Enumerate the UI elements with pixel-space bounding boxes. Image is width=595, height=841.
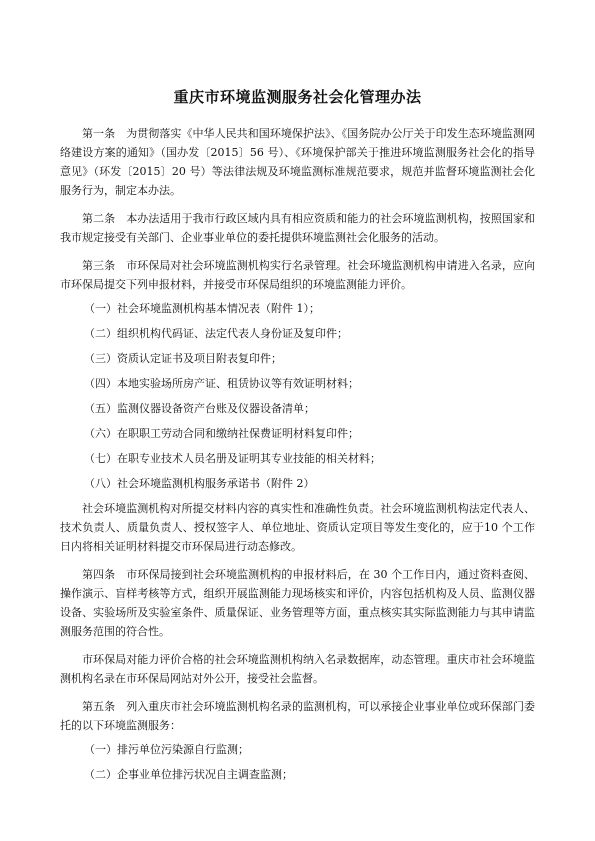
list-item: （七）在职专业技术人员名册及证明其专业技能的相关材料； (84, 452, 381, 465)
list-item: （二）企事业单位排污状况自主调查监测； (84, 768, 293, 781)
article-3: 第三条 市环保局对社会环境监测机构实行名录管理。社会环境监测机构申请进入名录，应向市环保局提交下列申报材料，并接受市环保局组织的环境监测能力评价。 (60, 259, 535, 291)
list-item: （三）资质认定证书及项目附表复印件； (84, 352, 282, 365)
list-item: （六）在职职工劳动合同和缴纳社保费证明材料复印件； (84, 427, 359, 440)
list-item: （一）社会环境监测机构基本情况表（附件 1）； (84, 302, 320, 315)
document-title: 重庆市环境监测服务社会化管理办法 (173, 88, 422, 106)
list-item: （五）监测仪器设备资产台账及仪器设备清单； (84, 402, 315, 415)
article-5: 第五条 列入重庆市社会环境监测机构名录的监测机构，可以承接企业事业单位或环保部门委托的以下环境监测服务： (60, 700, 535, 732)
list-item: （一）排污单位污染源自行监测； (84, 743, 249, 756)
article-1: 第一条 为贯彻落实《中华人民共和国环境保护法》、《国务院办公厅关于印发生态环境监测网络建设方案的通知》（国办发〔2015〕56 号）、《环境保护部关于推进环境监测服务社会化的指导意见》（环发〔2015〕20 号）等法律法规及环境监测标准规范要求，规范并监督环境监测社会化服务行为，制定本办法。 (60, 127, 535, 197)
list-item: （四）本地实验场所房产证、租赁协议等有效证明材料； (84, 377, 359, 390)
list-item: （二）组织机构代码证、法定代表人身份证及复印件； (84, 327, 348, 340)
list-item: （八）社会环境监测机构服务承诺书（附件 2） (84, 477, 315, 490)
article-4: 第四条 市环保局接到社会环境监测机构的申报材料后，在 30 个工作日内，通过资料查阅、操作演示、盲样考核等方式，组织开展监测能力现场核实和评价，内容包括机构及人员、监测仪器设备、实验场所及实验室条件、质量保证、业务管理等方面，重点核实其实际监测能力与其申请监测服务范围的符合性。 (60, 568, 535, 638)
article-2: 第二条 本办法适用于我市行政区域内具有相应资质和能力的社会环境监测机构，按照国家和我市规定接受有关部门、企业事业单位的委托提供环境监测社会化服务的活动。 (60, 212, 535, 244)
article-3-note: 社会环境监测机构对所提交材料内容的真实性和准确性负责。社会环境监测机构法定代表人、技术负责人、质量负责人、授权签字人、单位地址、资质认定项目等发生变化的，应于10 个工作日内将相关证明材料提交市环保局进行动态修改。 (60, 502, 535, 553)
article-4-note: 市环保局对能力评价合格的社会环境监测机构纳入名录数据库，动态管理。重庆市社会环境监测机构名录在市环保局网站对外公开，接受社会监督。 (60, 653, 535, 685)
